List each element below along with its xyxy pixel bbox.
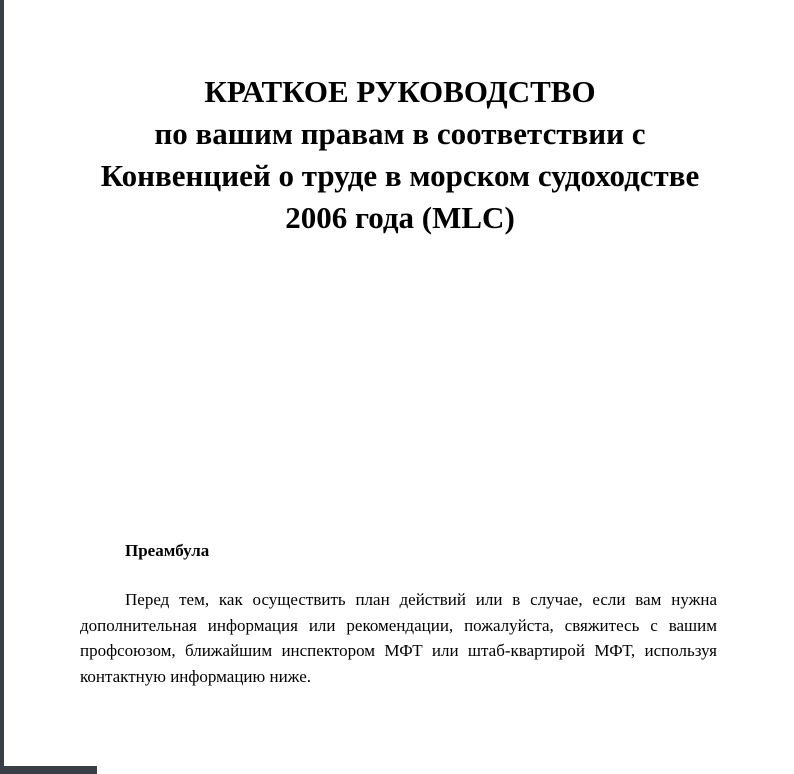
window-left-border	[0, 0, 4, 774]
preamble-paragraph: Перед тем, как осуществить план действий или в случае, если вам нужна дополнительная информация или рекомендации, пожалуйста, свяжитесь с вашим профсоюзом, ближайшим инспектором МФТ или штаб-квартирой МФТ, используя контактную информацию ниже.	[80, 590, 717, 686]
document-title-line-2: по вашим правам в соответствии с	[154, 116, 646, 151]
document-title-line-3: Конвенцией о труде в морском судоходстве	[100, 158, 700, 193]
document-title-line-4: 2006 года (MLC)	[285, 200, 515, 235]
document-title-line-1: КРАТКОЕ РУКОВОДСТВО	[204, 74, 596, 109]
window-bottom-border-fragment	[0, 766, 97, 774]
preamble-heading: Преамбула	[125, 541, 210, 560]
document-title	[40, 71, 760, 239]
